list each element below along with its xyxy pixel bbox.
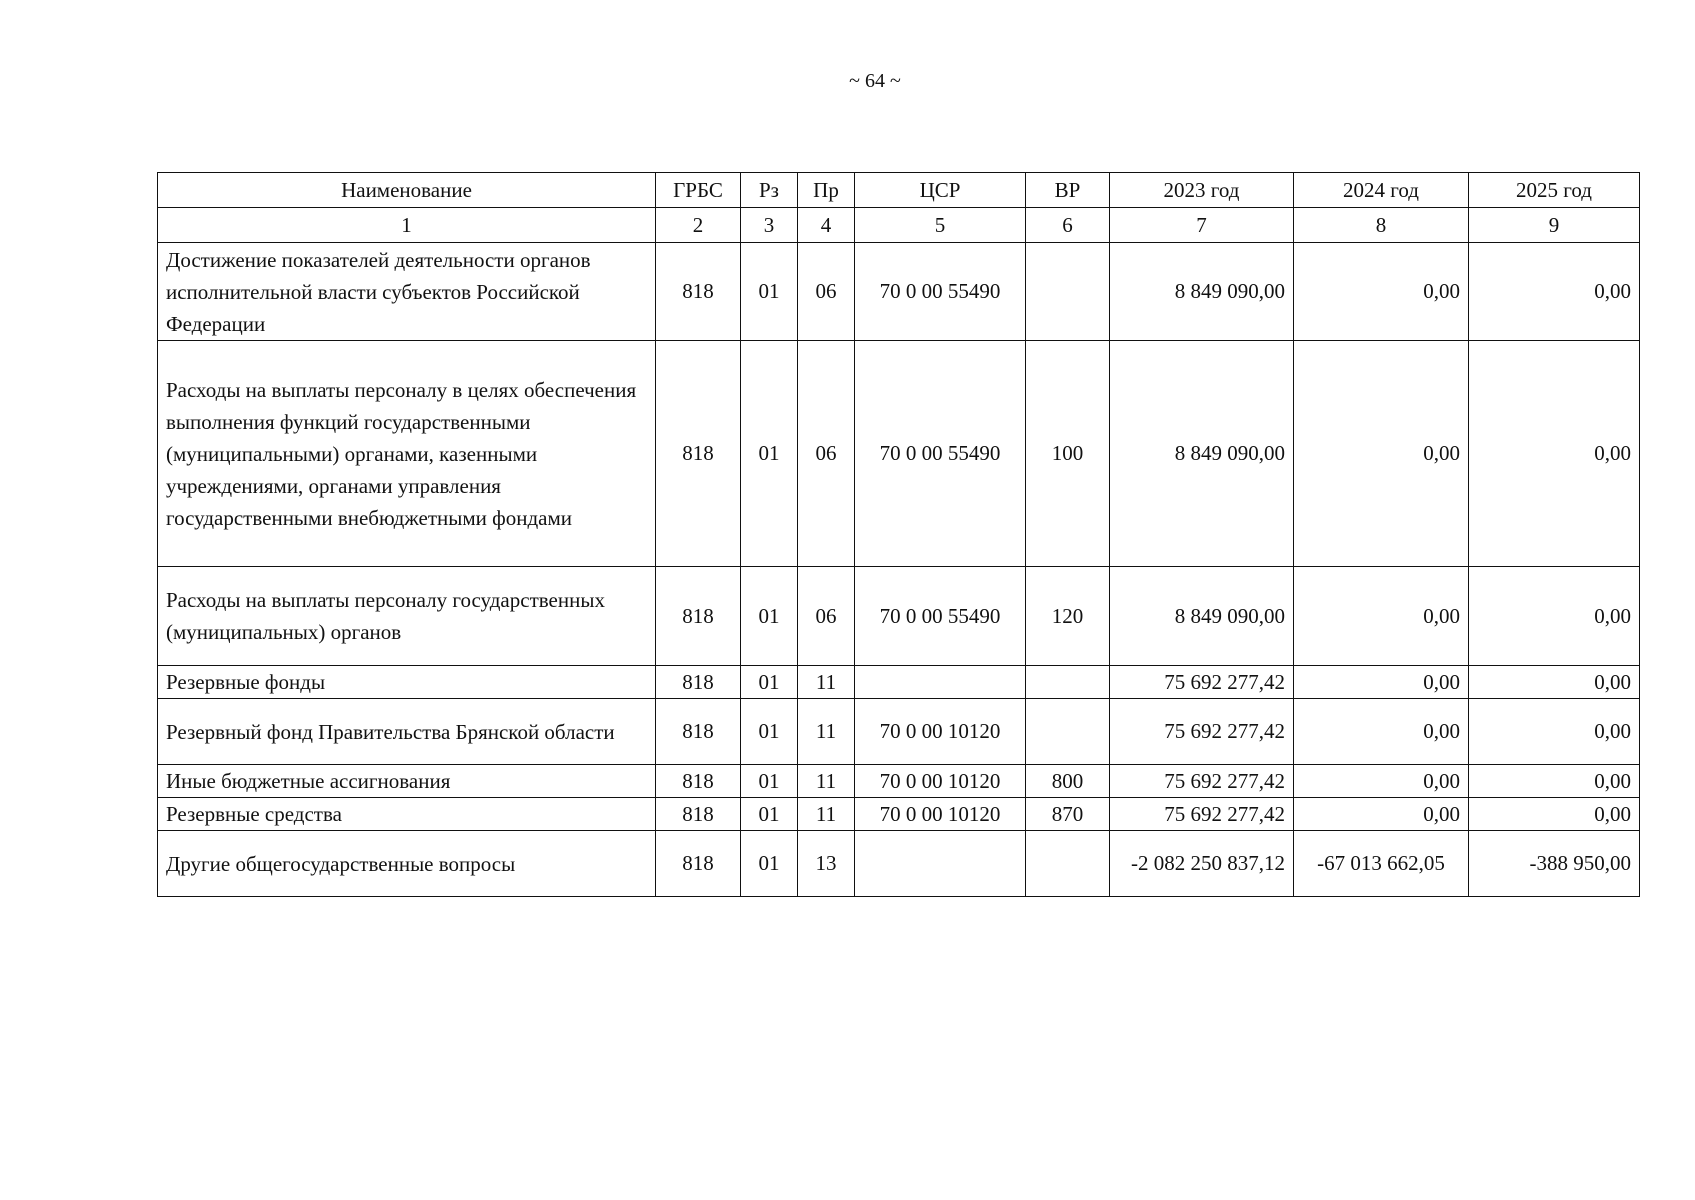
column-number-row (158, 208, 1640, 243)
column-number-cell: 7 (1110, 208, 1294, 243)
row-rz: 01 (741, 341, 798, 567)
row-rz: 01 (741, 243, 798, 341)
row-2025: 0,00 (1469, 666, 1640, 699)
header-cell: Пр (798, 173, 855, 208)
row-rz: 01 (741, 798, 798, 831)
table-row (158, 243, 1640, 341)
row-name: Резервный фонд Правительства Брянской области (158, 699, 656, 765)
row-2024: 0,00 (1294, 243, 1469, 341)
row-pr: 06 (798, 243, 855, 341)
row-2024: 0,00 (1294, 341, 1469, 567)
column-number-cell: 5 (855, 208, 1026, 243)
row-pr: 11 (798, 798, 855, 831)
row-2025: 0,00 (1469, 699, 1640, 765)
row-2023: 75 692 277,42 (1110, 765, 1294, 798)
header-cell: Наименование (158, 173, 656, 208)
row-2025: 0,00 (1469, 765, 1640, 798)
row-grbs: 818 (656, 765, 741, 798)
column-number-cell: 6 (1026, 208, 1110, 243)
table-row (158, 765, 1640, 798)
column-number-cell: 1 (158, 208, 656, 243)
table-row (158, 831, 1640, 897)
row-rz: 01 (741, 666, 798, 699)
header-cell: 2023 год (1110, 173, 1294, 208)
row-2024: 0,00 (1294, 666, 1469, 699)
column-number-cell: 9 (1469, 208, 1640, 243)
row-grbs: 818 (656, 666, 741, 699)
row-2024: -67 013 662,05 (1294, 831, 1469, 897)
row-csr: 70 0 00 10120 (855, 699, 1026, 765)
row-name: Другие общегосударственные вопросы (158, 831, 656, 897)
table-row (158, 567, 1640, 666)
row-2023: 8 849 090,00 (1110, 567, 1294, 666)
row-grbs: 818 (656, 567, 741, 666)
header-row (158, 173, 1640, 208)
row-2024: 0,00 (1294, 699, 1469, 765)
row-pr: 06 (798, 567, 855, 666)
row-2025: -388 950,00 (1469, 831, 1640, 897)
row-2024: 0,00 (1294, 798, 1469, 831)
row-csr: 70 0 00 10120 (855, 765, 1026, 798)
row-name: Достижение показателей деятельности органов исполнительной власти субъектов Российской Федерации (158, 243, 656, 341)
column-number-cell: 8 (1294, 208, 1469, 243)
page-number: ~ 64 ~ (849, 70, 901, 92)
row-2025: 0,00 (1469, 798, 1640, 831)
row-rz: 01 (741, 765, 798, 798)
row-2025: 0,00 (1469, 243, 1640, 341)
row-name: Резервные средства (158, 798, 656, 831)
column-number-cell: 3 (741, 208, 798, 243)
row-2024: 0,00 (1294, 567, 1469, 666)
row-name: Расходы на выплаты персоналу государственных (муниципальных) органов (158, 567, 656, 666)
header-cell: ВР (1026, 173, 1110, 208)
row-2023: 75 692 277,42 (1110, 699, 1294, 765)
row-2023: -2 082 250 837,12 (1110, 831, 1294, 897)
header-cell: ЦСР (855, 173, 1026, 208)
row-vr: 870 (1026, 798, 1110, 831)
row-pr: 13 (798, 831, 855, 897)
row-2023: 75 692 277,42 (1110, 798, 1294, 831)
row-name: Резервные фонды (158, 666, 656, 699)
row-csr (855, 831, 1026, 897)
row-pr: 11 (798, 765, 855, 798)
table-row (158, 341, 1640, 567)
row-vr (1026, 699, 1110, 765)
row-2025: 0,00 (1469, 341, 1640, 567)
row-csr: 70 0 00 10120 (855, 798, 1026, 831)
row-vr (1026, 666, 1110, 699)
row-vr: 120 (1026, 567, 1110, 666)
header-cell: Рз (741, 173, 798, 208)
column-number-cell: 4 (798, 208, 855, 243)
row-grbs: 818 (656, 341, 741, 567)
row-vr: 100 (1026, 341, 1110, 567)
row-csr: 70 0 00 55490 (855, 567, 1026, 666)
header-cell: 2025 год (1469, 173, 1640, 208)
header-cell: ГРБС (656, 173, 741, 208)
row-vr: 800 (1026, 765, 1110, 798)
row-grbs: 818 (656, 831, 741, 897)
row-2023: 8 849 090,00 (1110, 341, 1294, 567)
table-row (158, 699, 1640, 765)
row-rz: 01 (741, 831, 798, 897)
row-pr: 11 (798, 699, 855, 765)
row-grbs: 818 (656, 699, 741, 765)
column-number-cell: 2 (656, 208, 741, 243)
row-name: Расходы на выплаты персоналу в целях обеспечения выполнения функций государственными (муниципальными) органами, казенными учреждениями, органами управления государственными внебюджетными фондами (158, 341, 656, 567)
row-rz: 01 (741, 699, 798, 765)
row-csr (855, 666, 1026, 699)
row-2025: 0,00 (1469, 567, 1640, 666)
row-vr (1026, 831, 1110, 897)
row-name: Иные бюджетные ассигнования (158, 765, 656, 798)
row-vr (1026, 243, 1110, 341)
budget-table (157, 172, 1640, 897)
table-row (158, 666, 1640, 699)
row-pr: 06 (798, 341, 855, 567)
row-csr: 70 0 00 55490 (855, 341, 1026, 567)
row-pr: 11 (798, 666, 855, 699)
table-row (158, 798, 1640, 831)
row-2023: 8 849 090,00 (1110, 243, 1294, 341)
row-rz: 01 (741, 567, 798, 666)
row-2024: 0,00 (1294, 765, 1469, 798)
row-csr: 70 0 00 55490 (855, 243, 1026, 341)
row-grbs: 818 (656, 798, 741, 831)
row-grbs: 818 (656, 243, 741, 341)
header-cell: 2024 год (1294, 173, 1469, 208)
row-2023: 75 692 277,42 (1110, 666, 1294, 699)
